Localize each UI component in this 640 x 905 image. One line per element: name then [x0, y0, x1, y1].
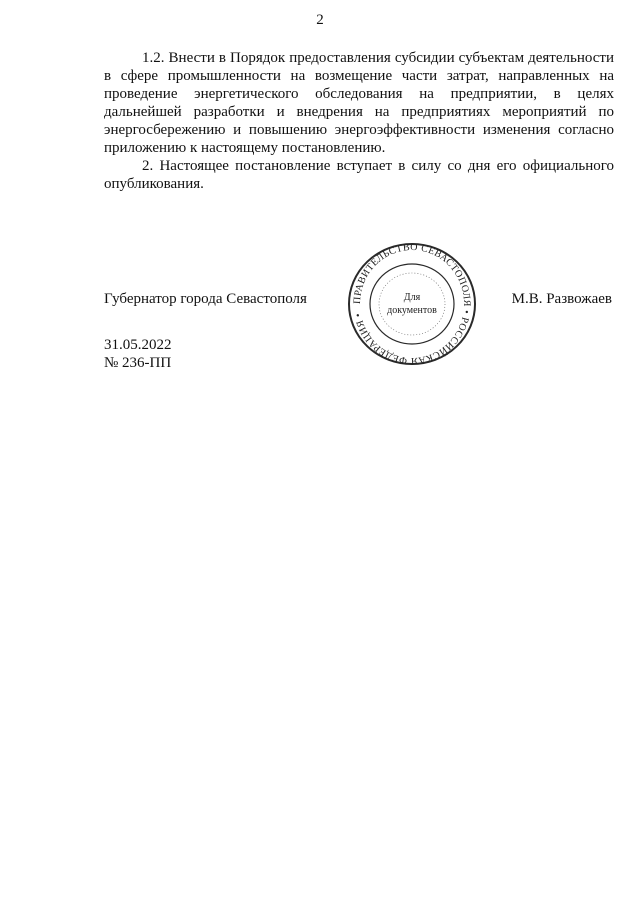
seal-center-line-2: документов — [387, 305, 437, 316]
paragraph-2: 2. Настоящее постановление вступает в силу со дня его официального опубликования. — [104, 158, 614, 192]
official-seal — [346, 242, 478, 366]
document-date: 31.05.2022 — [104, 337, 172, 353]
signatory-name: М.В. Развожаев — [511, 291, 612, 307]
paragraph-1-2: 1.2. Внести в Порядок предоставления субсидии субъектам деятельности в сфере промышленности на возмещение части затрат, направленных на проведение энергетического обследования на предприятии, в целях дальнейшей разработки и внедрения на предприятиях мероприятий по энергосбережению и повышению энергоэффективности изменения согласно приложению к настоящему постановлению. — [104, 50, 614, 156]
document-number: № 236-ПП — [104, 355, 172, 371]
page-number: 2 — [316, 12, 324, 28]
seal-outer-text: ПРАВИТЕЛЬСТВО СЕВАСТОПОЛЯ • РОССИЙСКАЯ ФЕДЕРАЦИЯ • — [351, 242, 473, 366]
document-body — [104, 49, 614, 193]
seal-center-line-1: Для — [403, 292, 421, 303]
signatory-role: Губернатор города Севастополя — [104, 291, 307, 307]
